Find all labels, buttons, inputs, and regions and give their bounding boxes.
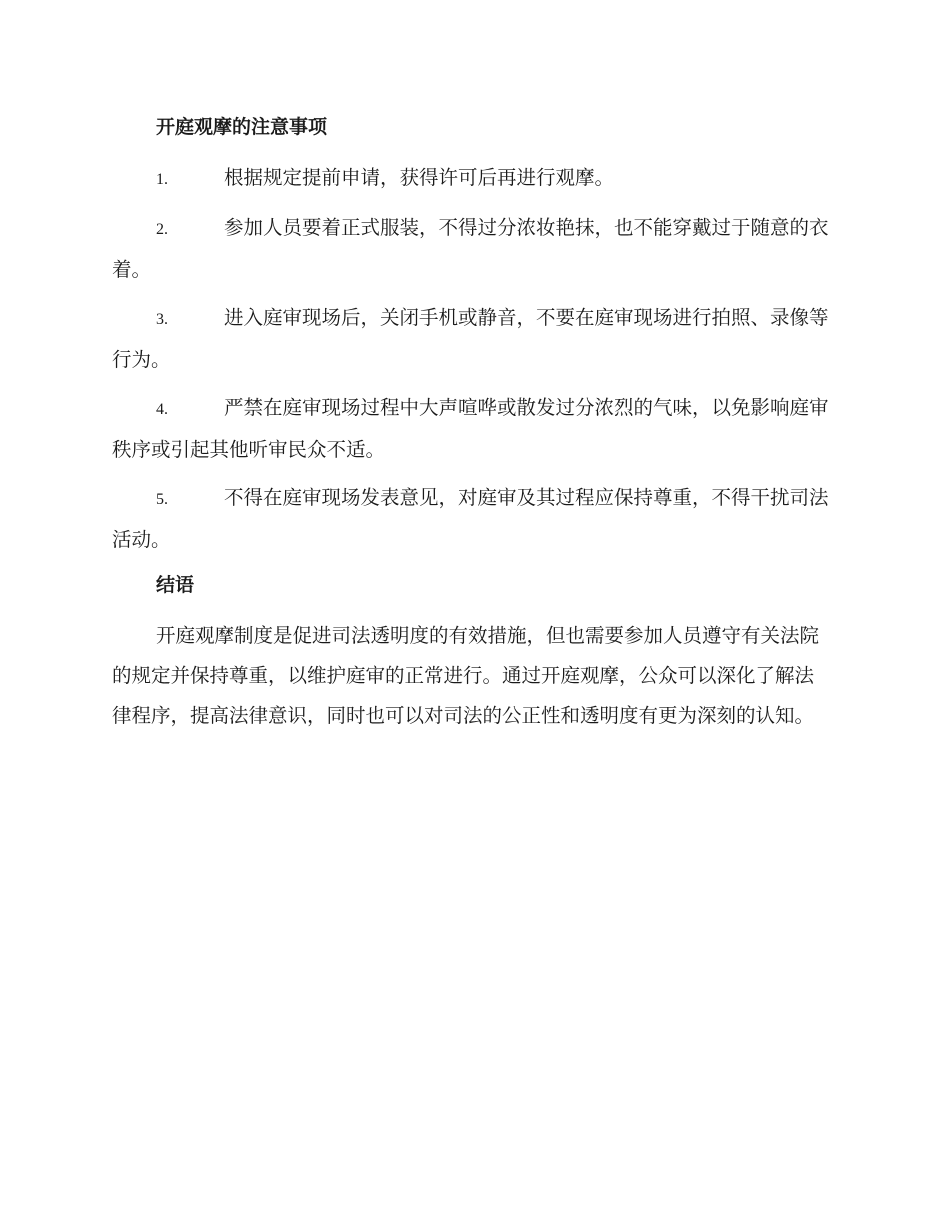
list-item-number: 4. bbox=[156, 401, 168, 418]
list-item-number: 5. bbox=[156, 491, 168, 508]
list-item bbox=[112, 478, 832, 560]
list-item-number: 1. bbox=[156, 171, 168, 188]
list-item bbox=[112, 298, 832, 380]
list-item-number: 3. bbox=[156, 311, 168, 328]
list-item bbox=[112, 158, 832, 200]
list-item bbox=[112, 388, 832, 470]
section-heading-conclusion: 结语 bbox=[156, 574, 195, 596]
list-item-text: 参加人员要着正式服装，不得过分浓妆艳抹，也不能穿戴过于随意的衣着。 bbox=[112, 216, 829, 281]
list-item-text: 严禁在庭审现场过程中大声喧哗或散发过分浓烈的气味，以免影响庭审秩序或引起其他听审民众不适。 bbox=[112, 396, 829, 461]
list-item bbox=[112, 208, 832, 290]
list-item-text: 不得在庭审现场发表意见，对庭审及其过程应保持尊重，不得干扰司法活动。 bbox=[112, 486, 829, 551]
list-item-number: 2. bbox=[156, 221, 168, 238]
document-page bbox=[112, 110, 832, 736]
conclusion-paragraph: 开庭观摩制度是促进司法透明度的有效措施，但也需要参加人员遵守有关法院的规定并保持尊重，以维护庭审的正常进行。通过开庭观摩，公众可以深化了解法律程序，提高法律意识，同时也可以对司法的公正性和透明度有更为深刻的认知。 bbox=[112, 624, 820, 727]
section-heading-notes: 开庭观摩的注意事项 bbox=[156, 116, 328, 138]
list-item-text: 进入庭审现场后，关闭手机或静音，不要在庭审现场进行拍照、录像等行为。 bbox=[112, 306, 829, 371]
list-item-text: 根据规定提前申请，获得许可后再进行观摩。 bbox=[224, 166, 615, 189]
